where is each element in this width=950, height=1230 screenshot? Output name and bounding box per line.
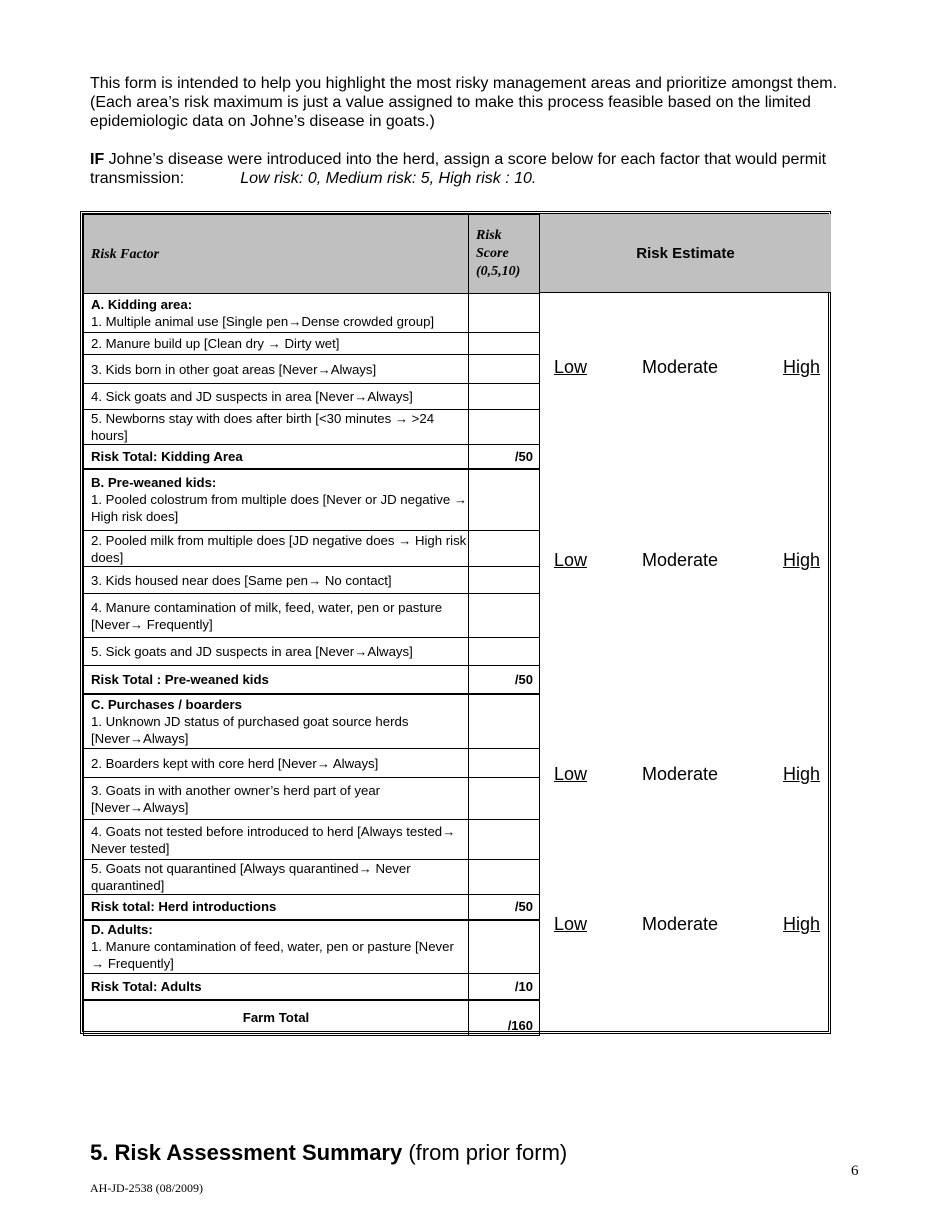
table-row: [84, 638, 540, 666]
score-input-cell[interactable]: [469, 638, 540, 666]
table-row: [84, 384, 540, 410]
risk-estimate-purchases: [554, 764, 820, 786]
risk-estimate-kidding: [554, 357, 820, 379]
score-input-cell[interactable]: [469, 567, 540, 594]
header-risk-score: Risk Score (0,5,10): [469, 215, 540, 294]
table-row: [84, 694, 540, 749]
estimate-high[interactable]: High: [782, 764, 820, 784]
estimate-high[interactable]: High: [782, 357, 820, 377]
risk-factor-cell: D. Adults: 1. Manure contamination of feed, water, pen or pasture [Never → Frequently]: [84, 920, 469, 974]
header-risk-estimate: Risk Estimate: [540, 214, 831, 293]
table-row-total: [84, 666, 540, 694]
risk-factor-cell: 3. Goats in with another owner’s herd part of year [Never→Always]: [84, 778, 469, 820]
risk-factor-cell: 5. Goats not quarantined [Always quarantined→ Never quarantined]: [84, 860, 469, 895]
score-input-cell[interactable]: [469, 531, 540, 567]
risk-factor-cell: 4. Goats not tested before introduced to herd [Always tested→ Never tested]: [84, 820, 469, 860]
estimate-moderate[interactable]: Moderate: [642, 357, 719, 377]
estimate-low[interactable]: Low: [554, 357, 588, 377]
table-header-row: [84, 215, 540, 294]
if-lead: IF: [90, 151, 105, 168]
intro-text: [90, 74, 870, 188]
estimate-moderate[interactable]: Moderate: [642, 764, 719, 784]
risk-factor-cell: 5. Sick goats and JD suspects in area [Never→Always]: [84, 638, 469, 666]
table-row: [84, 820, 540, 860]
header-risk-factor: Risk Factor: [84, 215, 469, 294]
score-input-cell[interactable]: [469, 384, 540, 410]
risk-factor-cell: 3. Kids housed near does [Same pen→ No contact]: [84, 567, 469, 594]
section-title-adults: D. Adults:: [91, 922, 153, 938]
estimate-high[interactable]: High: [782, 914, 820, 934]
total-label: Risk Total : Pre-weaned kids: [84, 666, 469, 694]
total-label: Risk total: Herd introductions: [84, 895, 469, 920]
total-max[interactable]: /10: [469, 974, 540, 1000]
risk-factor-cell: A. Kidding area: 1. Multiple animal use [Single pen→Dense crowded group]: [84, 294, 469, 333]
total-max[interactable]: /50: [469, 666, 540, 694]
table-row: [84, 567, 540, 594]
score-input-cell[interactable]: [469, 294, 540, 333]
risk-factor-cell: 5. Newborns stay with does after birth [<30 minutes → >24 hours]: [84, 410, 469, 445]
section-title-preweaned: B. Pre-weaned kids:: [91, 475, 217, 491]
risk-estimate-preweaned: [554, 550, 820, 572]
instructions-text: Johne’s disease were introduced into the herd, assign a score below for each factor that would permit transmission:: [90, 151, 827, 187]
estimate-moderate[interactable]: Moderate: [642, 914, 719, 934]
table-row: [84, 355, 540, 384]
total-label: Risk Total: Kidding Area: [84, 445, 469, 469]
risk-factor-cell: 4. Manure contamination of milk, feed, water, pen or pasture [Never→ Frequently]: [84, 594, 469, 638]
risk-factor-cell: 2. Pooled milk from multiple does [JD negative does → High risk does]: [84, 531, 469, 567]
table-row: [84, 860, 540, 895]
score-input-cell[interactable]: [469, 820, 540, 860]
table-row: [84, 410, 540, 445]
score-input-cell[interactable]: [469, 749, 540, 778]
risk-factor-cell: 2. Boarders kept with core herd [Never→ Always]: [84, 749, 469, 778]
total-max[interactable]: /50: [469, 895, 540, 920]
risk-estimate-adults: [554, 914, 820, 936]
risk-factor-table: [83, 214, 540, 1036]
table-row: [84, 294, 540, 333]
score-input-cell[interactable]: [469, 778, 540, 820]
total-max[interactable]: /50: [469, 445, 540, 469]
section-heading-summary: 5. Risk Assessment Summary (from prior form): [90, 1140, 568, 1165]
risk-table: [80, 211, 831, 1034]
table-row: [84, 749, 540, 778]
table-row: [84, 920, 540, 974]
estimate-high[interactable]: High: [782, 550, 820, 570]
estimate-moderate[interactable]: Moderate: [642, 550, 719, 570]
intro-paragraph: This form is intended to help you highlight the most risky management areas and prioritize amongst them. (Each area’s risk maximum is just a value assigned to make this process feasible based on the limited epidemiologic data on Johne’s disease in goats.): [90, 75, 838, 130]
table-row: [84, 469, 540, 531]
risk-factor-cell: 2. Manure build up [Clean dry → Dirty wet]: [84, 333, 469, 355]
score-input-cell[interactable]: [469, 469, 540, 531]
score-input-cell[interactable]: [469, 860, 540, 895]
form-id: AH-JD-2538 (08/2009): [90, 1181, 203, 1195]
estimate-low[interactable]: Low: [554, 550, 588, 570]
score-input-cell[interactable]: [469, 594, 540, 638]
score-input-cell[interactable]: [469, 920, 540, 974]
risk-factor-cell: B. Pre-weaned kids: 1. Pooled colostrum from multiple does [Never or JD negative → High risk does]: [84, 469, 469, 531]
table-row-total: [84, 895, 540, 920]
total-label: Risk Total: Adults: [84, 974, 469, 1000]
score-input-cell[interactable]: [469, 333, 540, 355]
score-input-cell[interactable]: [469, 355, 540, 384]
section-title-kidding: A. Kidding area:: [91, 297, 193, 312]
table-row: [84, 531, 540, 567]
farm-total-label: Farm Total: [84, 1000, 469, 1036]
page-number: 6: [851, 1163, 859, 1179]
farm-total-max[interactable]: /160: [469, 1000, 540, 1036]
risk-factor-cell: 4. Sick goats and JD suspects in area [Never→Always]: [84, 384, 469, 410]
table-row-total: [84, 445, 540, 469]
section-title-purchases: C. Purchases / boarders: [91, 696, 242, 712]
risk-factor-cell: C. Purchases / boarders 1. Unknown JD status of purchased goat source herds [Never→Always]: [84, 694, 469, 749]
estimate-low[interactable]: Low: [554, 914, 588, 934]
estimate-low[interactable]: Low: [554, 764, 588, 784]
risk-factor-cell: 3. Kids born in other goat areas [Never→Always]: [84, 355, 469, 384]
scoring-scale: Low risk: 0, Medium risk: 5, High risk : 10.: [240, 170, 537, 187]
scoring-instructions: [90, 150, 870, 188]
table-row: [84, 594, 540, 638]
score-input-cell[interactable]: [469, 410, 540, 445]
risk-estimate-column: [539, 214, 831, 1031]
table-row: [84, 778, 540, 820]
score-input-cell[interactable]: [469, 694, 540, 749]
table-row-total: [84, 974, 540, 1000]
table-row-farm-total: [84, 1000, 540, 1036]
table-row: [84, 333, 540, 355]
